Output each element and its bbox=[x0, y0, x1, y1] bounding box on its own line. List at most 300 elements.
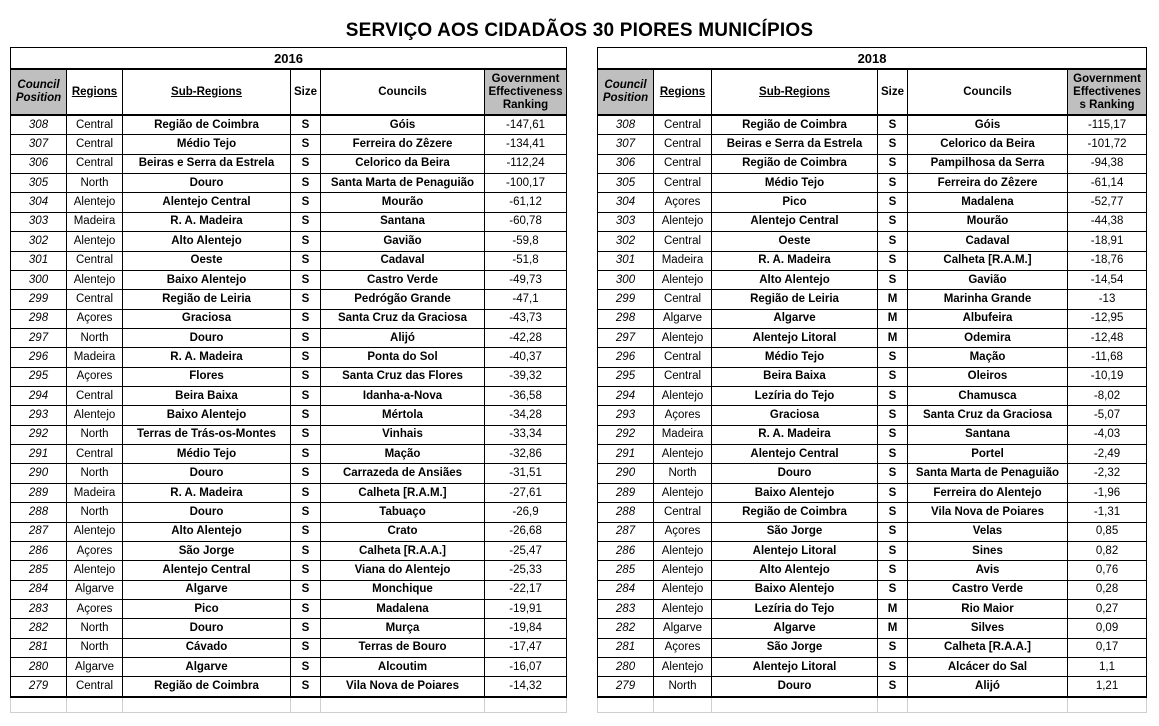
cell-region: North bbox=[67, 503, 123, 522]
cell-council: Santa Cruz da Graciosa bbox=[321, 309, 485, 328]
cell-sub-region: Alentejo Litoral bbox=[712, 328, 878, 347]
cell-region: Alentejo bbox=[654, 387, 712, 406]
cell-gov-ranking: -14,54 bbox=[1068, 270, 1147, 289]
table-row bbox=[598, 483, 1147, 502]
cell-size: S bbox=[291, 541, 321, 560]
cell-gov-ranking: -4,03 bbox=[1068, 425, 1147, 444]
col-sub-regions: Sub-Regions bbox=[712, 69, 878, 115]
cell-size: S bbox=[878, 115, 908, 135]
table-row bbox=[11, 483, 567, 502]
cell-region: Central bbox=[654, 135, 712, 154]
cell-sub-region: Beiras e Serra da Estrela bbox=[712, 135, 878, 154]
table-row bbox=[598, 309, 1147, 328]
cell-sub-region: R. A. Madeira bbox=[123, 348, 291, 367]
cell-position: 308 bbox=[598, 115, 654, 135]
cell-sub-region: Oeste bbox=[123, 251, 291, 270]
cell-position: 294 bbox=[598, 387, 654, 406]
cell-position: 286 bbox=[11, 541, 67, 560]
cell-gov-ranking: -17,47 bbox=[485, 638, 567, 657]
cell-gov-ranking: -49,73 bbox=[485, 270, 567, 289]
cell-sub-region: Alto Alentejo bbox=[712, 270, 878, 289]
table-row bbox=[598, 599, 1147, 618]
cell-sub-region: Algarve bbox=[712, 619, 878, 638]
table-row bbox=[11, 541, 567, 560]
cell-position: 300 bbox=[598, 270, 654, 289]
cell-gov-ranking: -18,91 bbox=[1068, 232, 1147, 251]
cell-gov-ranking: -147,61 bbox=[485, 115, 567, 135]
cell-size: S bbox=[291, 677, 321, 697]
cell-gov-ranking: -10,19 bbox=[1068, 367, 1147, 386]
cell-size: S bbox=[878, 522, 908, 541]
cell-region: Madeira bbox=[654, 251, 712, 270]
cell-position: 299 bbox=[598, 290, 654, 309]
cell-position: 280 bbox=[598, 658, 654, 677]
cell-position: 281 bbox=[11, 638, 67, 657]
cell-region: Açores bbox=[67, 367, 123, 386]
cell-region: North bbox=[67, 619, 123, 638]
col-council-position: Council Position bbox=[598, 69, 654, 115]
cell-sub-region: Alentejo Central bbox=[712, 212, 878, 231]
cell-size: S bbox=[878, 677, 908, 697]
empty-cell bbox=[598, 697, 654, 713]
table-row bbox=[11, 309, 567, 328]
table-row bbox=[11, 697, 567, 713]
cell-gov-ranking: -13 bbox=[1068, 290, 1147, 309]
table-row bbox=[11, 677, 567, 697]
cell-region: Central bbox=[67, 115, 123, 135]
cell-council: Alcácer do Sal bbox=[908, 658, 1068, 677]
cell-region: Central bbox=[654, 290, 712, 309]
table-row bbox=[598, 677, 1147, 697]
cell-size: M bbox=[878, 599, 908, 618]
cell-gov-ranking: 0,76 bbox=[1068, 561, 1147, 580]
cell-gov-ranking: -100,17 bbox=[485, 174, 567, 193]
cell-council: Albufeira bbox=[908, 309, 1068, 328]
cell-size: S bbox=[291, 580, 321, 599]
cell-sub-region: Algarve bbox=[123, 580, 291, 599]
table-row bbox=[11, 135, 567, 154]
cell-council: Marinha Grande bbox=[908, 290, 1068, 309]
table-row bbox=[11, 619, 567, 638]
cell-council: Vila Nova de Poiares bbox=[321, 677, 485, 697]
cell-region: North bbox=[67, 464, 123, 483]
cell-gov-ranking: -61,14 bbox=[1068, 174, 1147, 193]
cell-region: Alentejo bbox=[654, 212, 712, 231]
table-row bbox=[11, 115, 567, 135]
cell-council: Rio Maior bbox=[908, 599, 1068, 618]
table-row bbox=[598, 387, 1147, 406]
cell-gov-ranking: -40,37 bbox=[485, 348, 567, 367]
cell-gov-ranking: -31,51 bbox=[485, 464, 567, 483]
cell-region: Açores bbox=[654, 193, 712, 212]
cell-gov-ranking: -33,34 bbox=[485, 425, 567, 444]
cell-region: North bbox=[654, 677, 712, 697]
cell-sub-region: Médio Tejo bbox=[123, 135, 291, 154]
cell-position: 297 bbox=[11, 328, 67, 347]
cell-council: Cadaval bbox=[321, 251, 485, 270]
cell-council: Oleiros bbox=[908, 367, 1068, 386]
cell-size: S bbox=[291, 367, 321, 386]
cell-size: M bbox=[878, 619, 908, 638]
cell-position: 296 bbox=[598, 348, 654, 367]
cell-size: S bbox=[878, 425, 908, 444]
cell-position: 304 bbox=[11, 193, 67, 212]
cell-sub-region: Região de Coimbra bbox=[123, 115, 291, 135]
table-row bbox=[598, 135, 1147, 154]
cell-sub-region: Região de Leiria bbox=[123, 290, 291, 309]
cell-gov-ranking: -2,49 bbox=[1068, 445, 1147, 464]
cell-region: North bbox=[67, 638, 123, 657]
cell-region: Central bbox=[654, 154, 712, 173]
col-regions: Regions bbox=[67, 69, 123, 115]
cell-gov-ranking: -42,28 bbox=[485, 328, 567, 347]
cell-position: 301 bbox=[11, 251, 67, 270]
cell-gov-ranking: 1,21 bbox=[1068, 677, 1147, 697]
cell-region: Central bbox=[654, 115, 712, 135]
cell-gov-ranking: -1,96 bbox=[1068, 483, 1147, 502]
cell-gov-ranking: -2,32 bbox=[1068, 464, 1147, 483]
cell-council: Pedrógão Grande bbox=[321, 290, 485, 309]
cell-council: Cadaval bbox=[908, 232, 1068, 251]
cell-size: S bbox=[878, 212, 908, 231]
cell-council: Santana bbox=[908, 425, 1068, 444]
cell-region: Açores bbox=[654, 522, 712, 541]
cell-position: 305 bbox=[11, 174, 67, 193]
cell-gov-ranking: -18,76 bbox=[1068, 251, 1147, 270]
cell-size: S bbox=[291, 599, 321, 618]
cell-size: S bbox=[878, 406, 908, 425]
cell-gov-ranking: -61,12 bbox=[485, 193, 567, 212]
cell-gov-ranking: -8,02 bbox=[1068, 387, 1147, 406]
cell-gov-ranking: -101,72 bbox=[1068, 135, 1147, 154]
cell-position: 287 bbox=[598, 522, 654, 541]
cell-region: Central bbox=[67, 677, 123, 697]
cell-sub-region: Douro bbox=[123, 464, 291, 483]
cell-size: S bbox=[291, 425, 321, 444]
cell-gov-ranking: 0,82 bbox=[1068, 541, 1147, 560]
col-councils: Councils bbox=[908, 69, 1068, 115]
cell-sub-region: Baixo Alentejo bbox=[123, 270, 291, 289]
cell-sub-region: Baixo Alentejo bbox=[123, 406, 291, 425]
cell-region: Açores bbox=[654, 406, 712, 425]
cell-council: Santana bbox=[321, 212, 485, 231]
cell-gov-ranking: -19,91 bbox=[485, 599, 567, 618]
cell-council: Carrazeda de Ansiães bbox=[321, 464, 485, 483]
cell-size: S bbox=[291, 561, 321, 580]
cell-gov-ranking: -16,07 bbox=[485, 658, 567, 677]
cell-council: Calheta [R.A.M.] bbox=[908, 251, 1068, 270]
col-gov-ranking: Government Effectivenes s Ranking bbox=[1068, 69, 1147, 115]
cell-region: Alentejo bbox=[67, 270, 123, 289]
cell-gov-ranking: -43,73 bbox=[485, 309, 567, 328]
cell-sub-region: Algarve bbox=[712, 309, 878, 328]
cell-region: Algarve bbox=[654, 619, 712, 638]
table-row bbox=[11, 503, 567, 522]
cell-sub-region: Lezíria do Tejo bbox=[712, 599, 878, 618]
empty-cell bbox=[908, 697, 1068, 713]
cell-council: Chamusca bbox=[908, 387, 1068, 406]
cell-sub-region: R. A. Madeira bbox=[123, 212, 291, 231]
table-row bbox=[598, 406, 1147, 425]
cell-size: S bbox=[291, 193, 321, 212]
cell-gov-ranking: 0,17 bbox=[1068, 638, 1147, 657]
table-row bbox=[598, 154, 1147, 173]
table-row bbox=[598, 232, 1147, 251]
cell-size: S bbox=[291, 638, 321, 657]
cell-council: Gavião bbox=[908, 270, 1068, 289]
cell-gov-ranking: -5,07 bbox=[1068, 406, 1147, 425]
cell-position: 296 bbox=[11, 348, 67, 367]
cell-council: Velas bbox=[908, 522, 1068, 541]
cell-region: Alentejo bbox=[654, 599, 712, 618]
cell-position: 284 bbox=[11, 580, 67, 599]
cell-size: S bbox=[878, 135, 908, 154]
table-row bbox=[11, 445, 567, 464]
cell-council: Odemira bbox=[908, 328, 1068, 347]
cell-region: Central bbox=[654, 348, 712, 367]
table-row bbox=[598, 290, 1147, 309]
cell-sub-region: Médio Tejo bbox=[123, 445, 291, 464]
page-title: SERVIÇO AOS CIDADÃOS 30 PIORES MUNICÍPIOS bbox=[345, 20, 814, 41]
cell-region: Madeira bbox=[67, 348, 123, 367]
cell-sub-region: Médio Tejo bbox=[712, 348, 878, 367]
cell-sub-region: Região de Coimbra bbox=[123, 677, 291, 697]
cell-sub-region: Douro bbox=[123, 619, 291, 638]
cell-region: Alentejo bbox=[67, 561, 123, 580]
cell-position: 289 bbox=[598, 483, 654, 502]
cell-council: Terras de Bouro bbox=[321, 638, 485, 657]
year-header-2018: 2018 bbox=[598, 48, 1147, 70]
cell-sub-region: R. A. Madeira bbox=[123, 483, 291, 502]
table-row bbox=[11, 367, 567, 386]
table-row bbox=[11, 464, 567, 483]
cell-sub-region: Alentejo Litoral bbox=[712, 658, 878, 677]
cell-region: Central bbox=[654, 232, 712, 251]
cell-gov-ranking: -34,28 bbox=[485, 406, 567, 425]
cell-sub-region: São Jorge bbox=[712, 522, 878, 541]
cell-size: S bbox=[291, 328, 321, 347]
cell-size: S bbox=[878, 174, 908, 193]
table-row bbox=[598, 367, 1147, 386]
cell-position: 288 bbox=[598, 503, 654, 522]
col-regions: Regions bbox=[654, 69, 712, 115]
cell-size: S bbox=[291, 503, 321, 522]
cell-council: Mação bbox=[908, 348, 1068, 367]
cell-sub-region: Lezíria do Tejo bbox=[712, 387, 878, 406]
cell-size: S bbox=[878, 445, 908, 464]
table-row bbox=[11, 154, 567, 173]
empty-cell bbox=[1068, 697, 1147, 713]
table-row bbox=[11, 232, 567, 251]
cell-region: Açores bbox=[654, 638, 712, 657]
cell-region: Madeira bbox=[67, 212, 123, 231]
cell-size: S bbox=[878, 561, 908, 580]
cell-sub-region: Região de Coimbra bbox=[712, 115, 878, 135]
cell-size: S bbox=[291, 658, 321, 677]
table-2016 bbox=[10, 47, 567, 713]
cell-council: Tabuaço bbox=[321, 503, 485, 522]
cell-council: Vinhais bbox=[321, 425, 485, 444]
cell-size: S bbox=[878, 503, 908, 522]
cell-region: Central bbox=[654, 367, 712, 386]
cell-position: 302 bbox=[11, 232, 67, 251]
cell-council: Alijó bbox=[908, 677, 1068, 697]
cell-size: M bbox=[878, 328, 908, 347]
cell-gov-ranking: -1,31 bbox=[1068, 503, 1147, 522]
empty-cell bbox=[291, 697, 321, 713]
table-row bbox=[598, 174, 1147, 193]
cell-size: S bbox=[878, 483, 908, 502]
cell-position: 306 bbox=[598, 154, 654, 173]
cell-sub-region: R. A. Madeira bbox=[712, 425, 878, 444]
cell-position: 290 bbox=[11, 464, 67, 483]
cell-position: 283 bbox=[598, 599, 654, 618]
cell-region: Central bbox=[67, 135, 123, 154]
cell-position: 280 bbox=[11, 658, 67, 677]
cell-position: 298 bbox=[11, 309, 67, 328]
cell-sub-region: Douro bbox=[712, 677, 878, 697]
cell-sub-region: Cávado bbox=[123, 638, 291, 657]
col-size: Size bbox=[878, 69, 908, 115]
col-gov-ranking: Government Effectiveness Ranking bbox=[485, 69, 567, 115]
cell-region: Alentejo bbox=[654, 561, 712, 580]
cell-council: Calheta [R.A.A.] bbox=[908, 638, 1068, 657]
cell-region: Alentejo bbox=[654, 270, 712, 289]
cell-region: Alentejo bbox=[67, 193, 123, 212]
cell-size: S bbox=[291, 115, 321, 135]
cell-council: Castro Verde bbox=[321, 270, 485, 289]
cell-size: S bbox=[291, 309, 321, 328]
table-row bbox=[598, 328, 1147, 347]
cell-council: Viana do Alentejo bbox=[321, 561, 485, 580]
table-row bbox=[11, 387, 567, 406]
cell-size: S bbox=[291, 348, 321, 367]
cell-size: S bbox=[291, 212, 321, 231]
cell-council: Castro Verde bbox=[908, 580, 1068, 599]
cell-gov-ranking: 0,27 bbox=[1068, 599, 1147, 618]
cell-gov-ranking: 0,85 bbox=[1068, 522, 1147, 541]
table-row bbox=[11, 561, 567, 580]
cell-council: Ponta do Sol bbox=[321, 348, 485, 367]
cell-size: S bbox=[291, 406, 321, 425]
cell-size: S bbox=[291, 483, 321, 502]
cell-region: Madeira bbox=[654, 425, 712, 444]
cell-council: Ferreira do Zêzere bbox=[321, 135, 485, 154]
cell-size: S bbox=[291, 232, 321, 251]
cell-region: Açores bbox=[67, 309, 123, 328]
table-row bbox=[11, 425, 567, 444]
cell-sub-region: Beira Baixa bbox=[123, 387, 291, 406]
cell-region: North bbox=[654, 464, 712, 483]
cell-council: Mourão bbox=[321, 193, 485, 212]
cell-council: Alcoutim bbox=[321, 658, 485, 677]
cell-council: Calheta [R.A.M.] bbox=[321, 483, 485, 502]
cell-region: Alentejo bbox=[654, 483, 712, 502]
cell-size: S bbox=[291, 270, 321, 289]
cell-council: Mourão bbox=[908, 212, 1068, 231]
cell-council: Calheta [R.A.A.] bbox=[321, 541, 485, 560]
table-row bbox=[598, 619, 1147, 638]
cell-gov-ranking: -115,17 bbox=[1068, 115, 1147, 135]
cell-region: Madeira bbox=[67, 483, 123, 502]
cell-position: 302 bbox=[598, 232, 654, 251]
cell-position: 304 bbox=[598, 193, 654, 212]
col-councils: Councils bbox=[321, 69, 485, 115]
cell-position: 308 bbox=[11, 115, 67, 135]
cell-council: Crato bbox=[321, 522, 485, 541]
cell-council: Santa Cruz das Flores bbox=[321, 367, 485, 386]
cell-council: Murça bbox=[321, 619, 485, 638]
col-size: Size bbox=[291, 69, 321, 115]
cell-sub-region: Douro bbox=[123, 503, 291, 522]
table-row bbox=[598, 464, 1147, 483]
cell-council: Monchique bbox=[321, 580, 485, 599]
cell-gov-ranking: -47,1 bbox=[485, 290, 567, 309]
table-row bbox=[11, 174, 567, 193]
table-row bbox=[598, 638, 1147, 657]
empty-cell bbox=[712, 697, 878, 713]
cell-sub-region: Beira Baixa bbox=[712, 367, 878, 386]
cell-size: S bbox=[291, 174, 321, 193]
cell-sub-region: Alto Alentejo bbox=[712, 561, 878, 580]
cell-council: Madalena bbox=[908, 193, 1068, 212]
cell-position: 292 bbox=[11, 425, 67, 444]
cell-sub-region: Baixo Alentejo bbox=[712, 483, 878, 502]
table-row bbox=[11, 522, 567, 541]
cell-size: S bbox=[291, 387, 321, 406]
cell-council: Santa Marta de Penaguião bbox=[908, 464, 1068, 483]
cell-council: Pampilhosa da Serra bbox=[908, 154, 1068, 173]
cell-sub-region: Graciosa bbox=[123, 309, 291, 328]
cell-council: Avis bbox=[908, 561, 1068, 580]
cell-position: 299 bbox=[11, 290, 67, 309]
cell-size: S bbox=[878, 232, 908, 251]
cell-gov-ranking: -51,8 bbox=[485, 251, 567, 270]
cell-position: 293 bbox=[11, 406, 67, 425]
table-row bbox=[598, 251, 1147, 270]
table-row bbox=[11, 251, 567, 270]
cell-size: S bbox=[878, 270, 908, 289]
cell-region: North bbox=[67, 425, 123, 444]
cell-region: Açores bbox=[67, 541, 123, 560]
table-row bbox=[11, 599, 567, 618]
table-row bbox=[598, 348, 1147, 367]
cell-council: Sines bbox=[908, 541, 1068, 560]
cell-region: Central bbox=[67, 154, 123, 173]
cell-sub-region: Oeste bbox=[712, 232, 878, 251]
cell-position: 292 bbox=[598, 425, 654, 444]
cell-position: 294 bbox=[11, 387, 67, 406]
table-2018 bbox=[597, 47, 1147, 713]
cell-council: Santa Marta de Penaguião bbox=[321, 174, 485, 193]
cell-size: S bbox=[291, 464, 321, 483]
cell-sub-region: Região de Coimbra bbox=[712, 154, 878, 173]
table-row bbox=[598, 541, 1147, 560]
cell-region: Algarve bbox=[67, 658, 123, 677]
cell-gov-ranking: 0,28 bbox=[1068, 580, 1147, 599]
cell-region: North bbox=[67, 174, 123, 193]
cell-position: 286 bbox=[598, 541, 654, 560]
cell-position: 306 bbox=[11, 154, 67, 173]
cell-position: 300 bbox=[11, 270, 67, 289]
cell-council: Portel bbox=[908, 445, 1068, 464]
cell-gov-ranking: -32,86 bbox=[485, 445, 567, 464]
cell-region: North bbox=[67, 328, 123, 347]
cell-position: 305 bbox=[598, 174, 654, 193]
cell-size: S bbox=[878, 251, 908, 270]
cell-sub-region: Douro bbox=[712, 464, 878, 483]
cell-position: 291 bbox=[598, 445, 654, 464]
